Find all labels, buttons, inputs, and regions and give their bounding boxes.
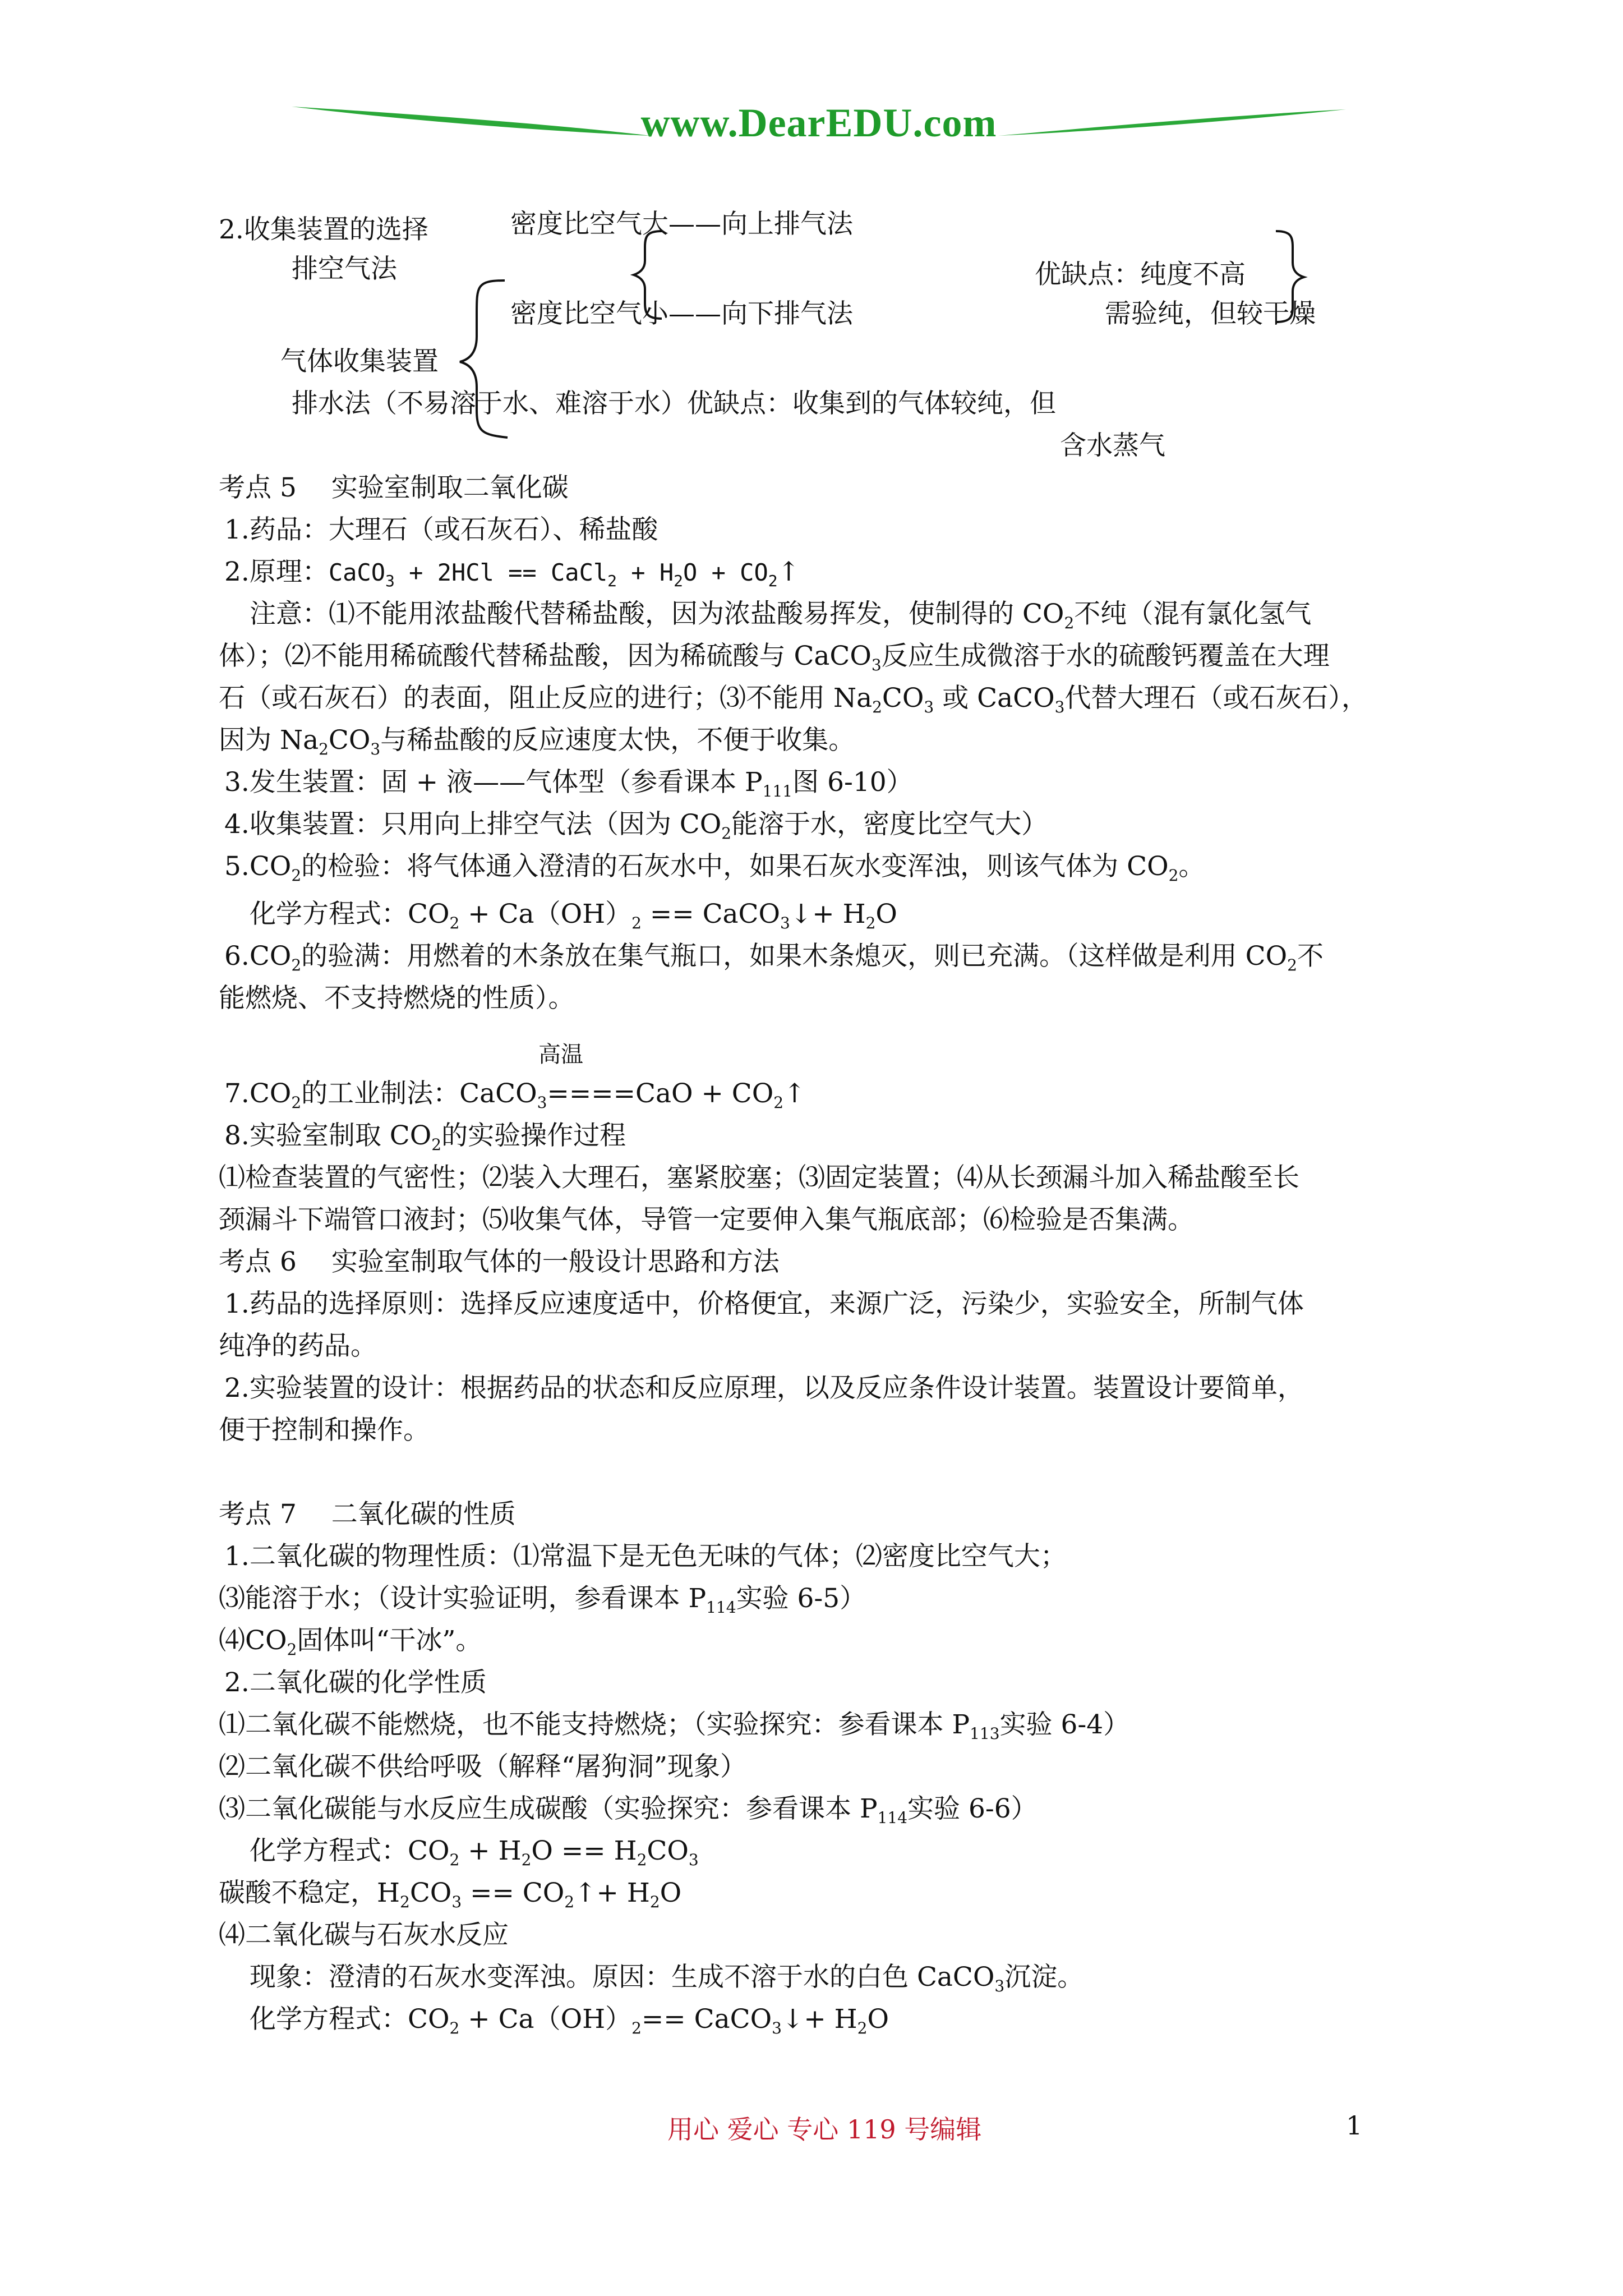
s7-title: 考点 7 二氧化碳的性质 xyxy=(219,1499,516,1530)
s5-l3: 3.发生装置：固 + 液——气体型（参看课本 $P_{111}$图 6-10） xyxy=(224,767,913,800)
s7-l4: 2.二氧化碳的化学性质 xyxy=(224,1667,487,1698)
diagram-m1a: 密度比空气大——向上排气法 xyxy=(510,209,853,240)
s5-title: 考点 5 实验室制取二氧化碳 xyxy=(219,472,569,503)
s6-l1a: 1.药品的选择原则：选择反应速度适中，价格便宜，来源广泛，污染少，实验安全，所制气体 xyxy=(224,1289,1304,1319)
s7-phenomenon: 现象：澄清的石灰水变浑浊。原因：生成不溶于水的白色 CaCO$_3$沉淀。 xyxy=(250,1962,1084,1995)
s6-l2a: 2.实验装置的设计：根据药品的状态和反应原理，以及反应条件设计装置。装置设计要简单， xyxy=(224,1373,1304,1404)
diagram-method2: 排水法（不易溶于水、难溶于水）优缺点：收集到的气体较纯，但 xyxy=(292,388,1056,419)
s5-note-1: 注意：⑴不能用浓盐酸代替稀盐酸，因为浓盐酸易挥发，使制得的 $CO_2$不纯（混有氯化氢气 xyxy=(250,599,1312,632)
s7-c2: ⑵二氧化碳不供给呼吸（解释“屠狗洞”现象） xyxy=(219,1751,747,1782)
diagram-root: 气体收集装置 xyxy=(280,346,439,377)
diagram-note1: 优缺点：纯度不高 xyxy=(1035,259,1246,290)
s6-l1b: 纯净的药品。 xyxy=(219,1331,377,1361)
s6-l2b: 便于控制和操作。 xyxy=(219,1415,430,1446)
s7-l2: ⑶能溶于水；（设计实验证明，参看课本 $P_{114}$实验 6-5） xyxy=(219,1583,866,1617)
s5-procedure-1: ⑴检查装置的气密性；⑵装入大理石，塞紧胶塞；⑶固定装置；⑷从长颈漏斗加入稀盐酸至长 xyxy=(219,1162,1299,1193)
diagram-note2: 需验纯，但较干燥 xyxy=(1105,298,1316,329)
s5-note-2: 体）；⑵不能用稀硫酸代替稀盐酸，因为稀硫酸与 CaCO$_3$反应生成微溶于水的硫酸钙覆盖在大理 xyxy=(219,641,1330,674)
brace-notes-icon xyxy=(1276,231,1304,322)
diagram-title: 2.收集装置的选择 xyxy=(219,214,428,245)
footer-slogan: 用心 爱心 专心 119 号编辑 xyxy=(667,2114,982,2145)
s7-unstable: 碳酸不稳定，$H_2CO_3$ == $CO_2↑+ H_2O$ xyxy=(219,1878,682,1911)
s5-l8: 8.实验室制取 $CO_2$的实验操作过程 xyxy=(224,1120,626,1154)
diagram-method1: 排空气法 xyxy=(292,254,397,284)
diagram-m1b: 密度比空气小——向下排气法 xyxy=(510,298,853,329)
s7-c4: ⑷二氧化碳与石灰水反应 xyxy=(219,1920,509,1950)
s5-l6: $6.CO_2$的验满：用燃着的木条放在集气瓶口，如果木条熄灭，则已充满。（这样做是利用 $CO_2$不 xyxy=(224,941,1324,974)
logo-text: www.DearEDU.com xyxy=(640,100,997,145)
page-number: 1 xyxy=(1346,2110,1363,2141)
s7-equation-2: 化学方程式：$CO_2 + H_2O == H_2CO_3$ xyxy=(250,1835,699,1869)
s5-l7: $7.CO_2$的工业制法：CaCO$_3$====CaO + $CO_2↑$ xyxy=(224,1078,806,1112)
brace-root-icon xyxy=(460,280,508,438)
s5-l5: $5.CO_2$的检验：将气体通入澄清的石灰水中，如果石灰水变浑浊，则该气体为 $CO_2$。 xyxy=(224,851,1205,885)
diagram-method2-cont: 含水蒸气 xyxy=(1060,430,1165,461)
s5-l6-cont: 能燃烧、不支持燃烧的性质）。 xyxy=(219,983,575,1014)
diagram-braces xyxy=(219,0,1419,460)
s7-c3: ⑶二氧化碳能与水反应生成碳酸（实验探究：参看课本 $P_{114}$实验 6-6） xyxy=(219,1793,1038,1827)
s5-l4: 4.收集装置：只用向上排空气法（因为 $CO_2$能溶于水，密度比空气大） xyxy=(224,809,1048,843)
s7-l3: $⑷CO_2$固体叫“干冰”。 xyxy=(219,1625,482,1659)
s5-l2: 2.原理：CaCO$_3$ + 2HCl == CaCl$_2$ + $H_2O$ + $CO_2↑$ xyxy=(224,556,800,590)
s7-equation-3: 化学方程式：$CO_2 + Ca(OH)_2==$ CaCO$_3$↓+ $H_2O$ xyxy=(250,2004,889,2037)
s5-equation-1: 化学方程式：$CO_2 + Ca(OH)_2$ == CaCO$_3$↓+ $H_2O$ xyxy=(250,899,897,932)
s5-condition-label: 高温 xyxy=(538,1042,583,1068)
s5-l1: 1.药品：大理石（或石灰石）、稀盐酸 xyxy=(224,514,658,545)
s5-procedure-2: 颈漏斗下端管口液封；⑸收集气体，导管一定要伸入集气瓶底部；⑹检验是否集满。 xyxy=(219,1204,1194,1235)
s7-c1: ⑴二氧化碳不能燃烧，也不能支持燃烧；（实验探究：参看课本 $P_{113}$实验 6-4） xyxy=(219,1709,1130,1743)
s6-title: 考点 6 实验室制取气体的一般设计思路和方法 xyxy=(219,1246,780,1277)
s5-note-3: 石（或石灰石）的表面，阻止反应的进行；⑶不能用 $Na_2CO_3$ 或 CaCO$_3$代替大理石（或石灰石）， xyxy=(219,683,1368,716)
brace-method1-icon xyxy=(634,231,662,319)
s5-note-4: 因为 $Na_2CO_3$与稀盐酸的反应速度太快，不便于收集。 xyxy=(219,725,855,758)
s7-l1: 1.二氧化碳的物理性质：⑴常温下是无色无味的气体；⑵密度比空气大； xyxy=(224,1541,1067,1572)
